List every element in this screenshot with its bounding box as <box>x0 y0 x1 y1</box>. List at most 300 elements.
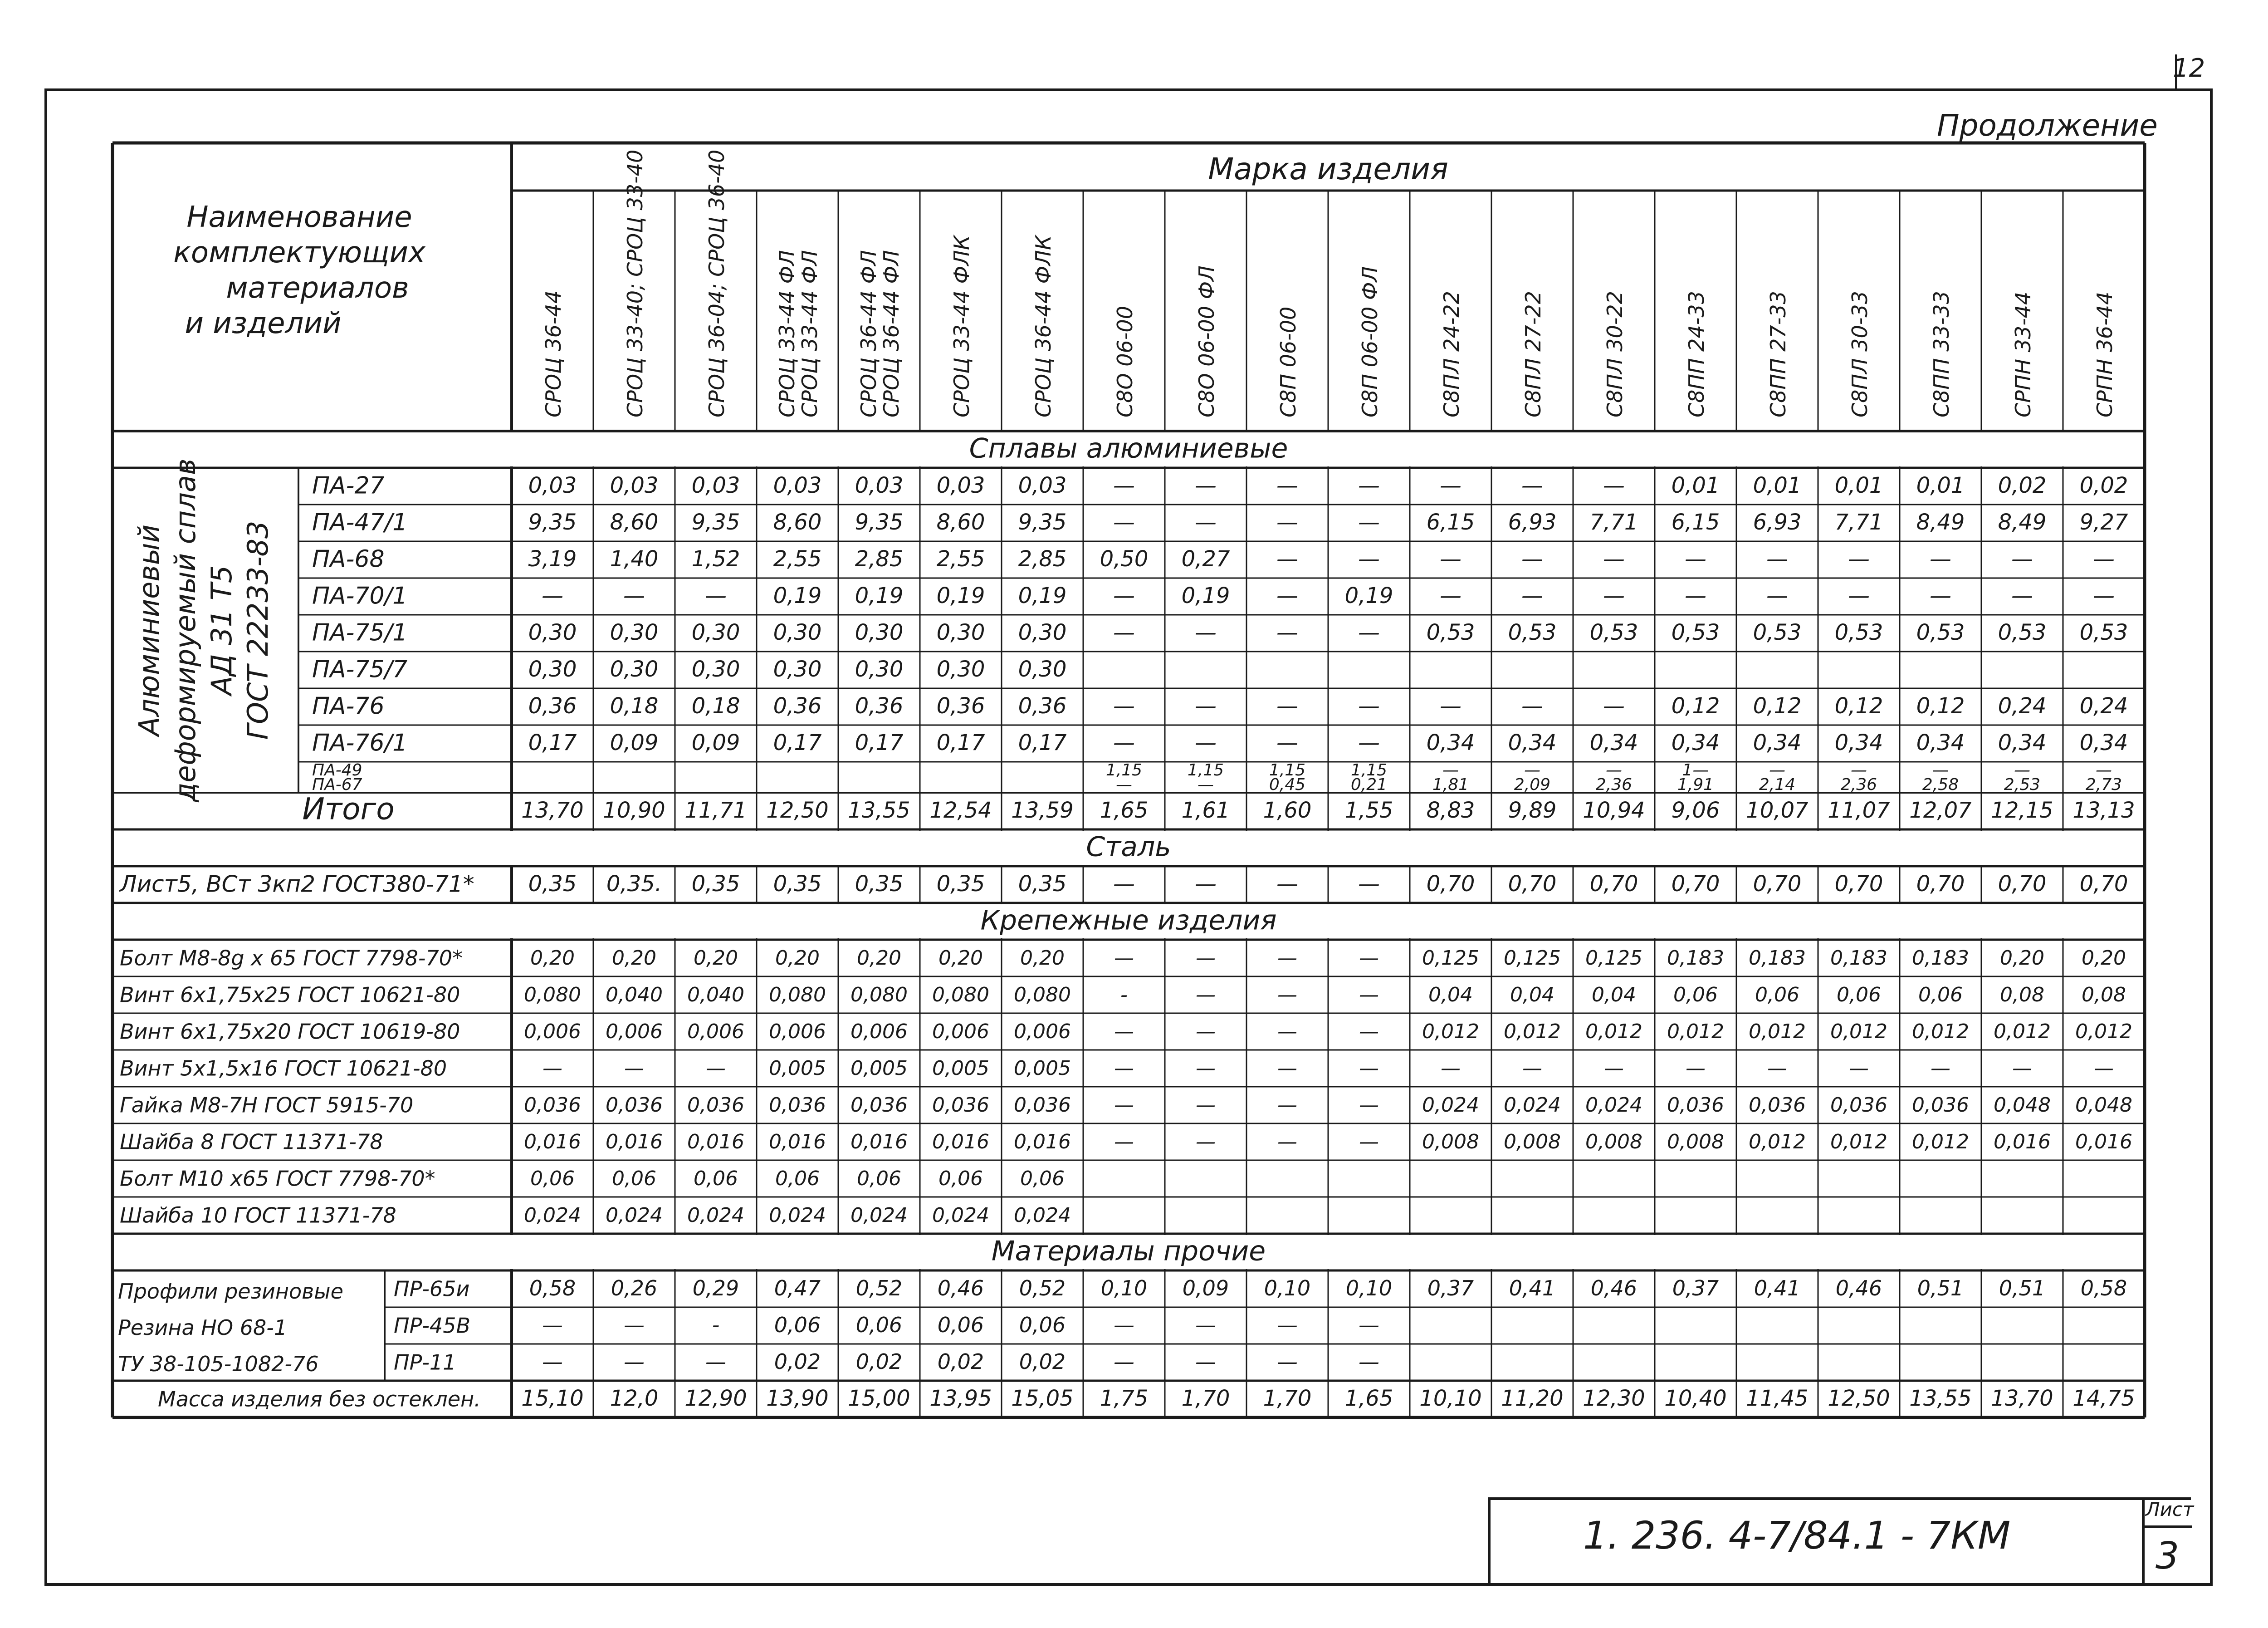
cell-value: 0,18 <box>610 693 659 719</box>
cell-value: 9,89 <box>1508 798 1557 824</box>
cell-value: 0,53 <box>1671 620 1720 646</box>
cell-value: 0,012 <box>1504 1020 1561 1044</box>
cell-value: — <box>2096 761 2112 780</box>
cell-value: 0,52 <box>1019 1276 1066 1301</box>
cell-value: 0,012 <box>1830 1020 1887 1044</box>
cell-value: 7,71 <box>1834 510 1883 535</box>
cell-value: 0,58 <box>2080 1276 2127 1301</box>
cell-value: 0,08 <box>2000 983 2044 1007</box>
profile-name: ПР-11 <box>394 1350 456 1375</box>
cell-value: 12,07 <box>1909 798 1972 824</box>
cell-value: 15,00 <box>848 1386 910 1412</box>
cell-value: — <box>1849 1057 1869 1080</box>
cell-value: — <box>1277 1313 1298 1338</box>
cell-value: 1,52 <box>691 546 740 572</box>
marka-header: Марка изделия <box>1208 152 1448 186</box>
cell-value: — <box>1440 693 1461 719</box>
cell-value: — <box>623 583 645 609</box>
cell-value: 0,10 <box>1345 1276 1393 1301</box>
cell-value: 0,12 <box>1671 693 1720 719</box>
cell-value: 0,30 <box>855 620 904 646</box>
cell-value: — <box>1113 693 1135 719</box>
cell-value: 0,02 <box>937 1349 984 1374</box>
cell-value: 1,91 <box>1677 775 1714 794</box>
material-name: Лист5, ВСт 3кп2 ГОСТ380-71* <box>120 871 474 897</box>
cell-value: 0,183 <box>1830 946 1887 970</box>
cell-value: — <box>1195 510 1217 535</box>
cell-value: 0,03 <box>691 473 740 499</box>
cell-value: 11,20 <box>1501 1386 1564 1412</box>
cell-value: 0,040 <box>606 983 663 1007</box>
cell-value: — <box>1848 583 1870 609</box>
cell-value: 0,012 <box>1422 1020 1479 1044</box>
cell-value: 0,26 <box>611 1276 658 1301</box>
cell-value: — <box>1358 620 1380 646</box>
cell-value: 0,036 <box>606 1094 663 1117</box>
cell-value: 2,58 <box>1922 775 1959 794</box>
cell-value: 0,01 <box>1834 473 1883 499</box>
cell-value: 0,53 <box>1426 620 1475 646</box>
cell-value: 0,03 <box>610 473 659 499</box>
fastener-name: Шайба 8 ГОСТ 11371-78 <box>120 1129 383 1154</box>
cell-value: 0,008 <box>1504 1130 1561 1154</box>
cell-value: — <box>1114 1130 1134 1154</box>
cell-value: 8,60 <box>773 510 822 535</box>
cell-value: 0,06 <box>1755 983 1799 1007</box>
cell-value: 0,01 <box>1916 473 1965 499</box>
cell-value: — <box>1440 473 1461 499</box>
column-header: С8ПП 24-33 <box>1684 291 1709 417</box>
sheet-divider <box>2142 1525 2192 1528</box>
cell-value: 0,19 <box>1181 583 1230 609</box>
cell-value: 2,14 <box>1759 775 1796 794</box>
cell-value: — <box>1603 473 1625 499</box>
cell-value: 0,35 <box>773 871 822 897</box>
cell-value: — <box>1358 473 1380 499</box>
cell-value: 0,080 <box>932 983 989 1007</box>
cell-value: 6,15 <box>1426 510 1475 535</box>
cell-value: — <box>1603 583 1625 609</box>
cell-value: 0,30 <box>773 620 822 646</box>
cell-value: 9,06 <box>1671 798 1720 824</box>
cell-value: 12,50 <box>766 798 829 824</box>
cell-value: 11,45 <box>1746 1386 1809 1412</box>
cell-value: 10,94 <box>1583 798 1645 824</box>
cell-value: 0,048 <box>2075 1094 2132 1117</box>
cell-value: 1,81 <box>1432 775 1469 794</box>
cell-value: 0,34 <box>1753 730 1802 756</box>
cell-value: — <box>624 1057 644 1080</box>
cell-value: 0,70 <box>1589 871 1638 897</box>
cell-value: 0,036 <box>1749 1094 1806 1117</box>
cell-value: 0,58 <box>529 1276 576 1301</box>
cell-value: — <box>1359 1020 1379 1044</box>
alloy-name: ПА-27 <box>312 472 385 500</box>
cell-value: 0,47 <box>774 1276 821 1301</box>
cell-value: — <box>1276 510 1298 535</box>
alloy-name: ПА-75/1 <box>312 619 408 647</box>
cell-value: 0,20 <box>857 946 901 970</box>
cell-value: 8,60 <box>610 510 659 535</box>
cell-value: 0,04 <box>1428 983 1473 1007</box>
cell-value: — <box>1196 983 1216 1007</box>
cell-value: 0,006 <box>606 1020 663 1044</box>
cell-value: 0,20 <box>694 946 738 970</box>
cell-value: — <box>1358 693 1380 719</box>
alloy-name: ПА-49 <box>312 761 362 780</box>
cell-value: 0,005 <box>769 1057 826 1080</box>
cell-value: — <box>1767 1057 1787 1080</box>
cell-value: 0,036 <box>524 1094 581 1117</box>
alloy-name: ПА-67 <box>312 775 362 794</box>
cell-value: 0,17 <box>936 730 985 756</box>
cell-value: 0,34 <box>1916 730 1965 756</box>
cell-value: 0,19 <box>773 583 822 609</box>
cell-value: 0,006 <box>687 1020 744 1044</box>
cell-value: 0,005 <box>932 1057 989 1080</box>
cell-value: 0,036 <box>1667 1094 1724 1117</box>
cell-value: 0,45 <box>1269 775 1306 794</box>
cell-value: 0,024 <box>606 1204 663 1227</box>
name-header-line: Наименование <box>186 201 412 234</box>
alloy-name: ПА-75/7 <box>312 656 408 683</box>
cell-value: — <box>1522 1057 1542 1080</box>
cell-value: 0,006 <box>769 1020 826 1044</box>
cell-value: 0,30 <box>773 657 822 682</box>
cell-value: 0,036 <box>1014 1094 1071 1117</box>
cell-value: — <box>1521 583 1543 609</box>
cell-value: 0,06 <box>1019 1313 1066 1338</box>
cell-value: 10,90 <box>603 798 665 824</box>
cell-value: 0,183 <box>1749 946 1806 970</box>
cell-value: 0,20 <box>938 946 983 970</box>
cell-value: 0,080 <box>1014 983 1071 1007</box>
cell-value: 0,016 <box>769 1130 826 1154</box>
cell-value: 9,27 <box>2079 510 2128 535</box>
alloy-group-label: деформируемый сплав <box>169 458 202 802</box>
cell-value: — <box>1195 730 1217 756</box>
cell-value: 0,70 <box>2079 871 2128 897</box>
cell-value: 0,35 <box>528 871 577 897</box>
cell-value: 0,06 <box>775 1167 820 1191</box>
cell-value: — <box>706 1057 726 1080</box>
cell-value: 0,36 <box>936 693 985 719</box>
cell-value: 0,012 <box>1912 1020 1969 1044</box>
cell-value: 0,12 <box>1916 693 1965 719</box>
cell-value: 12,0 <box>610 1386 659 1412</box>
cell-value: 0,70 <box>1753 871 1802 897</box>
cell-value: 0,125 <box>1585 946 1642 970</box>
cell-value: — <box>1441 1057 1461 1080</box>
cell-value: 8,49 <box>1998 510 2047 535</box>
cell-value: 0,30 <box>691 620 740 646</box>
cell-value: 0,016 <box>524 1130 581 1154</box>
cell-value: 0,51 <box>1999 1276 2046 1301</box>
cell-value: 12,15 <box>1991 798 2053 824</box>
cell-value: 0,08 <box>2082 983 2126 1007</box>
cell-value: 0,27 <box>1181 546 1230 572</box>
alloy-name: ПА-76 <box>312 692 385 720</box>
cell-value: 0,06 <box>1918 983 1963 1007</box>
drawing-code: 1. 236. 4-7/84.1 - 7КМ <box>1583 1513 2011 1558</box>
cell-value: 1,40 <box>610 546 659 572</box>
cell-value: 0,125 <box>1504 946 1561 970</box>
cell-value: — <box>1851 761 1867 780</box>
cell-value: 0,29 <box>692 1276 739 1301</box>
cell-value: 0,012 <box>1585 1020 1642 1044</box>
cell-value: 0,30 <box>528 657 577 682</box>
cell-value: 0,183 <box>1667 946 1724 970</box>
cell-value: — <box>1113 473 1135 499</box>
cell-value: — <box>1114 946 1134 970</box>
column-header: С8ПП 33-33 <box>1929 291 1954 417</box>
fastener-name: Шайба 10 ГОСТ 11371-78 <box>120 1203 396 1228</box>
cell-value: 0,006 <box>524 1020 581 1044</box>
cell-value: 0,016 <box>932 1130 989 1154</box>
cell-value: 0,125 <box>1422 946 1479 970</box>
cell-value: — <box>1196 1057 1216 1080</box>
section-title: Крепежные изделия <box>980 904 1277 937</box>
cell-value: 1,15 <box>1105 761 1143 780</box>
cell-value: — <box>1277 1130 1297 1154</box>
cell-value: 2,53 <box>2004 775 2041 794</box>
cell-value: — <box>1113 730 1135 756</box>
cell-value: — <box>1686 1057 1706 1080</box>
cell-value: — <box>1932 761 1949 780</box>
cell-value: 0,20 <box>2082 946 2126 970</box>
cell-value: 0,03 <box>1018 473 1067 499</box>
cell-value: 0,06 <box>1837 983 1881 1007</box>
cell-value: — <box>1114 1057 1134 1080</box>
cell-value: 0,06 <box>530 1167 575 1191</box>
cell-value: 0,036 <box>769 1094 826 1117</box>
cell-value: 0,52 <box>855 1276 903 1301</box>
cell-value: 0,46 <box>937 1276 984 1301</box>
cell-value: 0,35 <box>1018 871 1067 897</box>
cell-value: — <box>1440 583 1461 609</box>
cell-value: 0,024 <box>524 1204 581 1227</box>
cell-value: 0,005 <box>1014 1057 1071 1080</box>
cell-value: — <box>1113 510 1135 535</box>
cell-value: 0,012 <box>1830 1130 1887 1154</box>
cell-value: 0,53 <box>1589 620 1638 646</box>
cell-value: 0,012 <box>1749 1130 1806 1154</box>
cell-value: 0,20 <box>2000 946 2044 970</box>
cell-value: 0,70 <box>1508 871 1557 897</box>
cell-value: 0,41 <box>1509 1276 1556 1301</box>
cell-value: 0,016 <box>1014 1130 1071 1154</box>
cell-value: 0,30 <box>610 657 659 682</box>
cell-value: 0,34 <box>1426 730 1475 756</box>
cell-value: 8,49 <box>1916 510 1965 535</box>
cell-value: 0,41 <box>1754 1276 1801 1301</box>
alloy-name: ПА-76/1 <box>312 729 408 757</box>
cell-value: 0,35 <box>855 871 904 897</box>
cell-value: — <box>1359 1057 1379 1080</box>
cell-value: — <box>1604 1057 1624 1080</box>
cell-value: 0,20 <box>530 946 575 970</box>
cell-value: 0,06 <box>694 1167 738 1191</box>
cell-value: 0,016 <box>606 1130 663 1154</box>
cell-value: 0,012 <box>1994 1020 2051 1044</box>
fastener-name: Болт М10 x65 ГОСТ 7798-70* <box>120 1166 435 1191</box>
cell-value: — <box>1358 730 1380 756</box>
cell-value: - <box>712 1313 720 1338</box>
cell-value: 0,70 <box>1998 871 2047 897</box>
cell-value: — <box>1930 583 1951 609</box>
cell-value: 1,75 <box>1100 1386 1149 1412</box>
cell-value: 11,71 <box>684 798 747 824</box>
alloy-group-label: АД 31 Т5 <box>205 565 238 696</box>
cell-value: 8,60 <box>936 510 985 535</box>
section-title: Сталь <box>1086 831 1171 863</box>
cell-value: 0,10 <box>1100 1276 1148 1301</box>
cell-value: — <box>1766 546 1788 572</box>
cell-value: 0,012 <box>1912 1130 1969 1154</box>
cell-value: 0,34 <box>1998 730 2047 756</box>
cell-value: 15,05 <box>1011 1386 1074 1412</box>
section-title: Сплавы алюминиевые <box>969 432 1288 465</box>
cell-value: 0,036 <box>687 1094 744 1117</box>
cell-value: — <box>1277 1020 1297 1044</box>
cell-value: — <box>624 1313 645 1338</box>
cell-value: — <box>2093 583 2115 609</box>
alloy-name: ПА-70/1 <box>312 582 408 610</box>
cell-value: 0,34 <box>1589 730 1638 756</box>
cell-value: 0,03 <box>528 473 577 499</box>
cell-value: 0,34 <box>1671 730 1720 756</box>
cell-value: 0,30 <box>936 620 985 646</box>
cell-value: 0,024 <box>1504 1094 1561 1117</box>
cell-value: 0,006 <box>1014 1020 1071 1044</box>
column-header: С8П 06-00 ФЛ <box>1358 266 1382 417</box>
cell-value: 1,55 <box>1344 798 1393 824</box>
cell-value: 0,19 <box>936 583 985 609</box>
cell-value: — <box>1113 620 1135 646</box>
cell-value: 0,35. <box>606 871 662 897</box>
cell-value: 0,03 <box>773 473 822 499</box>
cell-value: 0,18 <box>691 693 740 719</box>
column-header: СРОЦ 33-44 ФЛ <box>797 250 822 417</box>
cell-value: 0,02 <box>774 1349 821 1374</box>
cell-value: — <box>1848 546 1870 572</box>
fastener-name: Винт 6x1,75x25 ГОСТ 10621-80 <box>120 982 460 1007</box>
fastener-name: Болт М8-8g x 65 ГОСТ 7798-70* <box>120 946 463 971</box>
cell-value: 7,71 <box>1589 510 1638 535</box>
cell-value: 1,70 <box>1181 1386 1230 1412</box>
cell-value: 0,17 <box>773 730 822 756</box>
cell-value: — <box>1276 871 1298 897</box>
cell-value: — <box>1114 1349 1134 1374</box>
cell-value: — <box>1769 761 1785 780</box>
cell-value: 2,73 <box>2085 775 2122 794</box>
cell-value: 9,35 <box>528 510 577 535</box>
cell-value: 1,65 <box>1344 1386 1393 1412</box>
cell-value: — <box>1521 546 1543 572</box>
cell-value: 0,50 <box>1100 546 1149 572</box>
cell-value: — <box>1196 1094 1216 1117</box>
cell-value: 0,036 <box>1912 1094 1969 1117</box>
cell-value: 0,06 <box>938 1167 983 1191</box>
cell-value: — <box>1195 620 1217 646</box>
profile-group-label: Резина НО 68-1 <box>118 1315 288 1340</box>
profile-group-label: Профили резиновые <box>118 1279 343 1304</box>
cell-value: 0,53 <box>1753 620 1802 646</box>
cell-value: 0,024 <box>850 1204 908 1227</box>
cell-value: 0,01 <box>1671 473 1720 499</box>
cell-value: 0,19 <box>1018 583 1067 609</box>
cell-value: 0,30 <box>1018 620 1067 646</box>
profile-group-label: ТУ 38-105-1082-76 <box>118 1352 319 1376</box>
cell-value: 0,012 <box>1749 1020 1806 1044</box>
column-header: СРОЦ 36-44 ФЛК <box>1031 235 1056 417</box>
alloy-group-label: Алюминиевый <box>132 524 166 736</box>
cell-value: — <box>1113 871 1135 897</box>
cell-value: 0,080 <box>769 983 826 1007</box>
cell-value: — <box>1358 510 1380 535</box>
cell-value: 0,016 <box>1994 1130 2051 1154</box>
column-header: СРОЦ 36-44 ФЛ <box>879 250 904 417</box>
cell-value: — <box>1116 775 1132 794</box>
continuation-label: Продолжение <box>1937 108 2158 143</box>
cell-value: — <box>1114 1094 1134 1117</box>
cell-value: 0,30 <box>610 620 659 646</box>
cell-value: — <box>1359 1313 1379 1338</box>
column-header: С8П 06-00 <box>1276 306 1300 417</box>
cell-value: 10,07 <box>1746 798 1809 824</box>
cell-value: — <box>1521 693 1543 719</box>
cell-value: 0,02 <box>855 1349 903 1374</box>
column-header: С8ПП 27-33 <box>1766 291 1790 417</box>
name-header-line: комплектующих <box>173 236 425 270</box>
cell-value: 0,01 <box>1753 473 1802 499</box>
cell-value: 0,09 <box>610 730 659 756</box>
cell-value: — <box>2093 546 2115 572</box>
cell-value: 0,70 <box>1426 871 1475 897</box>
cell-value: 0,06 <box>774 1313 821 1338</box>
cell-value: 0,51 <box>1917 1276 1964 1301</box>
cell-value: 0,53 <box>1998 620 2047 646</box>
profile-name: ПР-45В <box>394 1313 471 1338</box>
cell-value: 11,07 <box>1828 798 1890 824</box>
cell-value: 0,35 <box>691 871 740 897</box>
cell-value: 6,15 <box>1671 510 1720 535</box>
cell-value: 13,70 <box>521 798 584 824</box>
cell-value: 13,59 <box>1011 798 1074 824</box>
cell-value: 0,04 <box>1592 983 1636 1007</box>
cell-value: 0,53 <box>1916 620 1965 646</box>
cell-value: 0,06 <box>857 1167 901 1191</box>
cell-value: 0,006 <box>850 1020 908 1044</box>
section-title: Материалы прочие <box>991 1235 1266 1267</box>
cell-value: 0,024 <box>687 1204 744 1227</box>
cell-value: 0,46 <box>1590 1276 1637 1301</box>
cell-value: 0,24 <box>1998 693 2047 719</box>
cell-value: 2,36 <box>1840 775 1877 794</box>
cell-value: — <box>2011 546 2033 572</box>
cell-value: — <box>542 1313 563 1338</box>
cell-value: 0,016 <box>687 1130 744 1154</box>
cell-value: 0,37 <box>1672 1276 1719 1301</box>
cell-value: 13,55 <box>848 798 910 824</box>
cell-value: 0,46 <box>1835 1276 1882 1301</box>
cell-value: - <box>1120 983 1128 1007</box>
cell-value: 0,036 <box>850 1094 908 1117</box>
cell-value: 0,040 <box>687 983 744 1007</box>
cell-value: — <box>1277 1094 1297 1117</box>
cell-value: — <box>1195 693 1217 719</box>
cell-value: 0,19 <box>1344 583 1393 609</box>
